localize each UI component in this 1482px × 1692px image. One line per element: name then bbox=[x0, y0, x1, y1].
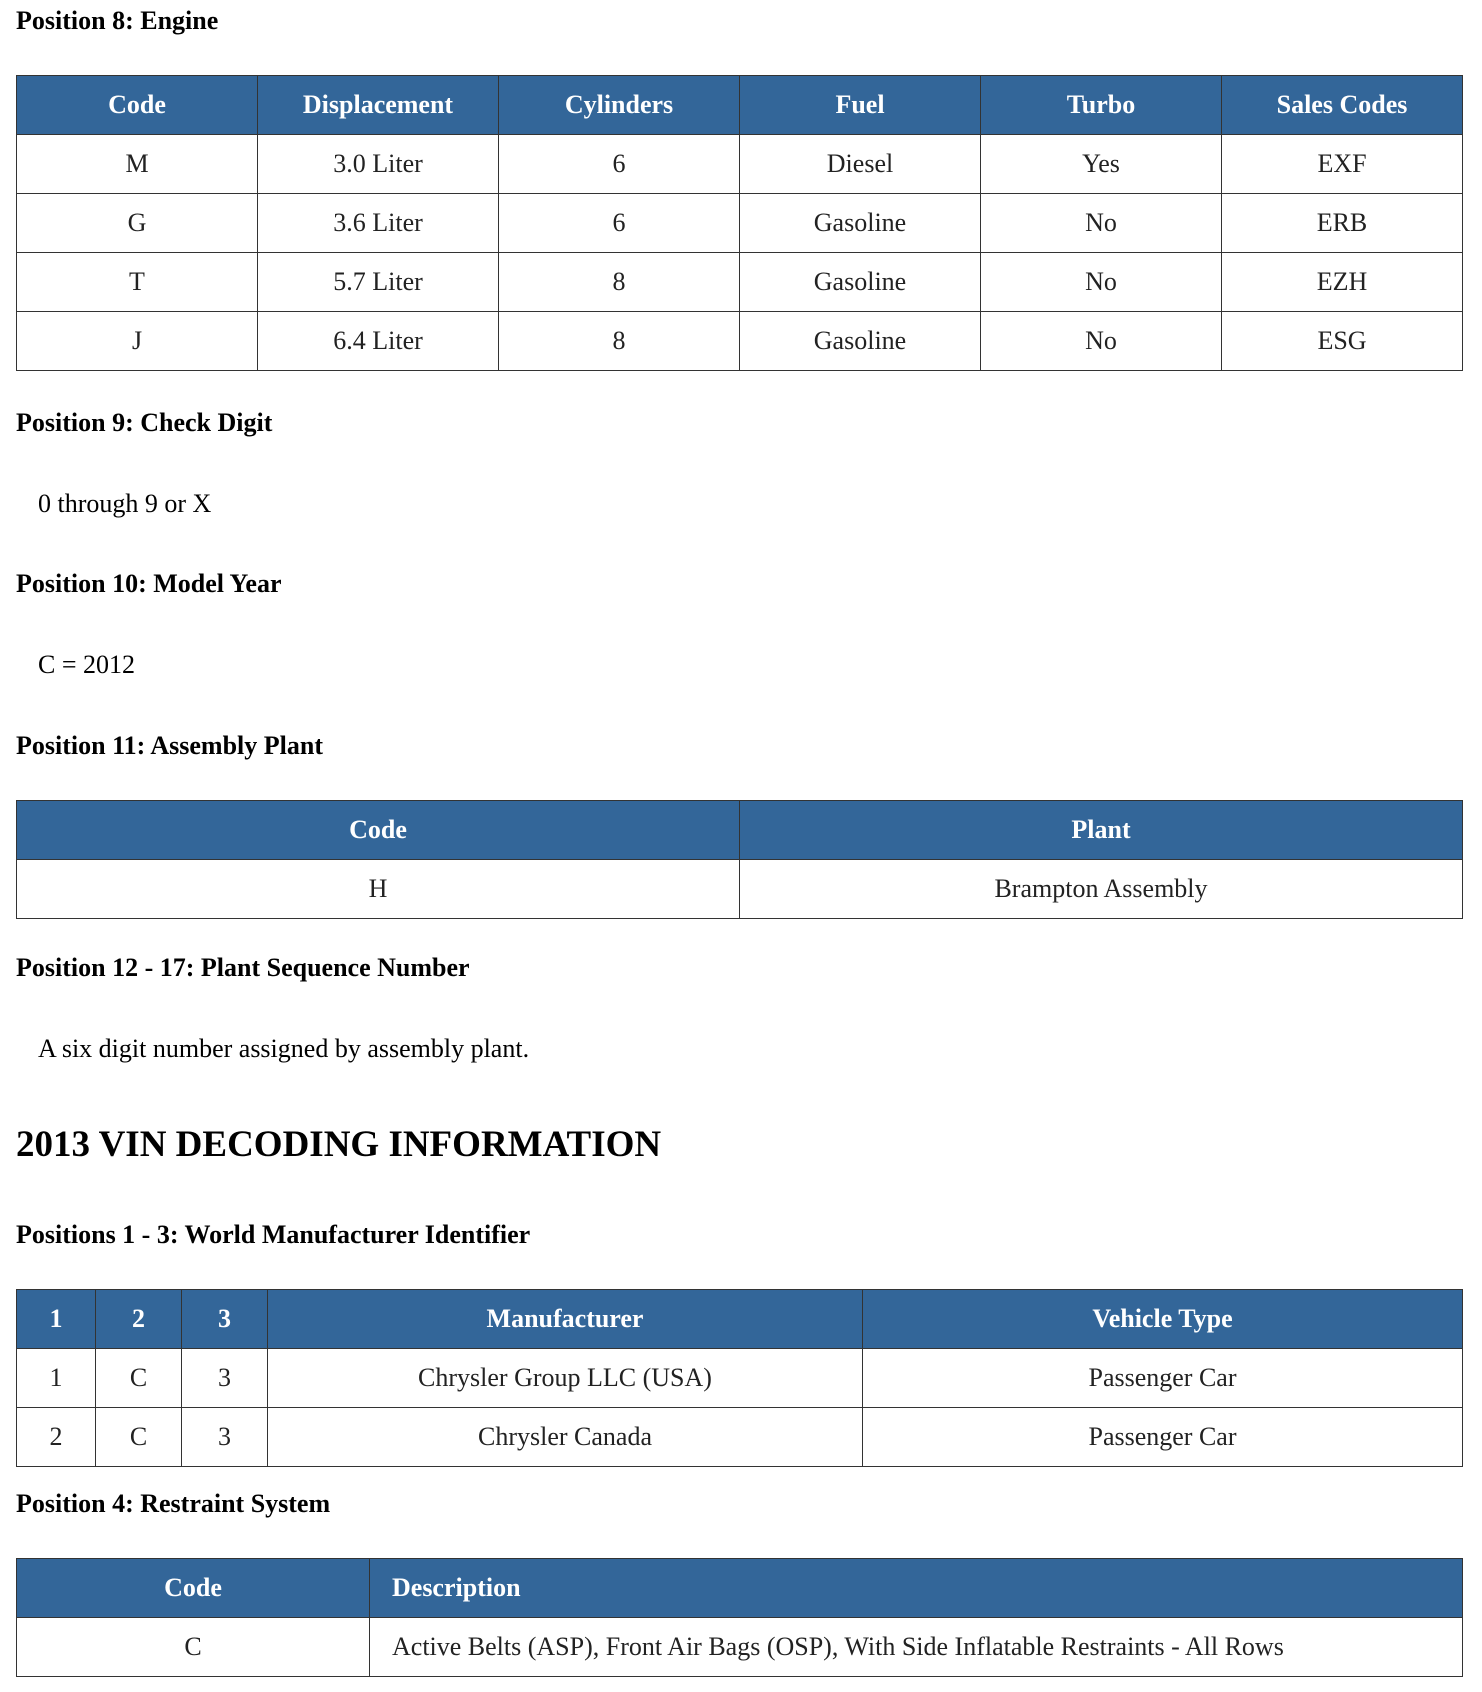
engine-heading: Position 8: Engine bbox=[16, 6, 219, 35]
table-cell: No bbox=[981, 312, 1222, 371]
column-header-description: Description bbox=[370, 1559, 1463, 1618]
column-header-3: 3 bbox=[182, 1290, 268, 1349]
check-digit-text: 0 through 9 or X bbox=[38, 489, 212, 518]
table-cell: G bbox=[17, 194, 258, 253]
column-header-turbo: Turbo bbox=[981, 76, 1222, 135]
assembly-plant-table bbox=[16, 800, 1463, 919]
table-cell: Active Belts (ASP), Front Air Bags (OSP), With Side Inflatable Restraints - All Rows bbox=[370, 1618, 1463, 1677]
table-cell: H bbox=[17, 860, 740, 919]
table-cell: ESG bbox=[1222, 312, 1463, 371]
column-header-displacement: Displacement bbox=[258, 76, 499, 135]
table-cell: Brampton Assembly bbox=[740, 860, 1463, 919]
wmi-table bbox=[16, 1289, 1463, 1467]
table-cell: 1 bbox=[17, 1349, 96, 1408]
table-cell: 8 bbox=[499, 253, 740, 312]
model-year-heading: Position 10: Model Year bbox=[16, 569, 282, 598]
table-cell: EXF bbox=[1222, 135, 1463, 194]
table-row bbox=[17, 194, 1463, 253]
table-cell: 8 bbox=[499, 312, 740, 371]
column-header-manufacturer: Manufacturer bbox=[268, 1290, 863, 1349]
table-cell: No bbox=[981, 253, 1222, 312]
assembly-plant-header-row bbox=[17, 801, 1463, 860]
sequence-text: A six digit number assigned by assembly plant. bbox=[38, 1034, 530, 1063]
table-cell: 3.6 Liter bbox=[258, 194, 499, 253]
table-cell: Passenger Car bbox=[863, 1349, 1463, 1408]
wmi-heading: Positions 1 - 3: World Manufacturer Identifier bbox=[16, 1220, 531, 1249]
column-header-1: 1 bbox=[17, 1290, 96, 1349]
table-cell: 3 bbox=[182, 1408, 268, 1467]
table-cell: ERB bbox=[1222, 194, 1463, 253]
table-cell: T bbox=[17, 253, 258, 312]
column-header-cylinders: Cylinders bbox=[499, 76, 740, 135]
engine-header-row bbox=[17, 76, 1463, 135]
table-cell: C bbox=[17, 1618, 370, 1677]
table-cell: Gasoline bbox=[740, 253, 981, 312]
table-cell: 3 bbox=[182, 1349, 268, 1408]
table-cell: EZH bbox=[1222, 253, 1463, 312]
table-cell: Diesel bbox=[740, 135, 981, 194]
table-cell: Yes bbox=[981, 135, 1222, 194]
table-row bbox=[17, 253, 1463, 312]
table-cell: 6 bbox=[499, 135, 740, 194]
table-cell: 2 bbox=[17, 1408, 96, 1467]
section-title: 2013 VIN DECODING INFORMATION bbox=[16, 1124, 662, 1165]
table-cell: M bbox=[17, 135, 258, 194]
sequence-heading: Position 12 - 17: Plant Sequence Number bbox=[16, 953, 470, 982]
restraint-heading: Position 4: Restraint System bbox=[16, 1489, 331, 1518]
table-row bbox=[17, 1408, 1463, 1467]
table-cell: Gasoline bbox=[740, 194, 981, 253]
restraint-table bbox=[16, 1558, 1463, 1677]
table-cell: 3.0 Liter bbox=[258, 135, 499, 194]
wmi-header-row bbox=[17, 1290, 1463, 1349]
table-cell: 6.4 Liter bbox=[258, 312, 499, 371]
engine-table bbox=[16, 75, 1463, 371]
table-cell: C bbox=[96, 1349, 182, 1408]
table-row bbox=[17, 312, 1463, 371]
column-header-code: Code bbox=[17, 1559, 370, 1618]
column-header-2: 2 bbox=[96, 1290, 182, 1349]
table-cell: No bbox=[981, 194, 1222, 253]
table-cell: J bbox=[17, 312, 258, 371]
column-header-plant: Plant bbox=[740, 801, 1463, 860]
table-row bbox=[17, 860, 1463, 919]
table-row bbox=[17, 135, 1463, 194]
table-cell: 5.7 Liter bbox=[258, 253, 499, 312]
column-header-fuel: Fuel bbox=[740, 76, 981, 135]
model-year-text: C = 2012 bbox=[38, 650, 136, 679]
column-header-code: Code bbox=[17, 76, 258, 135]
table-cell: C bbox=[96, 1408, 182, 1467]
table-cell: Passenger Car bbox=[863, 1408, 1463, 1467]
table-row bbox=[17, 1618, 1463, 1677]
check-digit-heading: Position 9: Check Digit bbox=[16, 408, 273, 437]
assembly-plant-heading: Position 11: Assembly Plant bbox=[16, 731, 323, 760]
table-cell: 6 bbox=[499, 194, 740, 253]
table-row bbox=[17, 1349, 1463, 1408]
column-header-code: Code bbox=[17, 801, 740, 860]
table-cell: Chrysler Group LLC (USA) bbox=[268, 1349, 863, 1408]
restraint-header-row bbox=[17, 1559, 1463, 1618]
table-cell: Gasoline bbox=[740, 312, 981, 371]
table-cell: Chrysler Canada bbox=[268, 1408, 863, 1467]
column-header-vehicle-type: Vehicle Type bbox=[863, 1290, 1463, 1349]
column-header-sales-codes: Sales Codes bbox=[1222, 76, 1463, 135]
